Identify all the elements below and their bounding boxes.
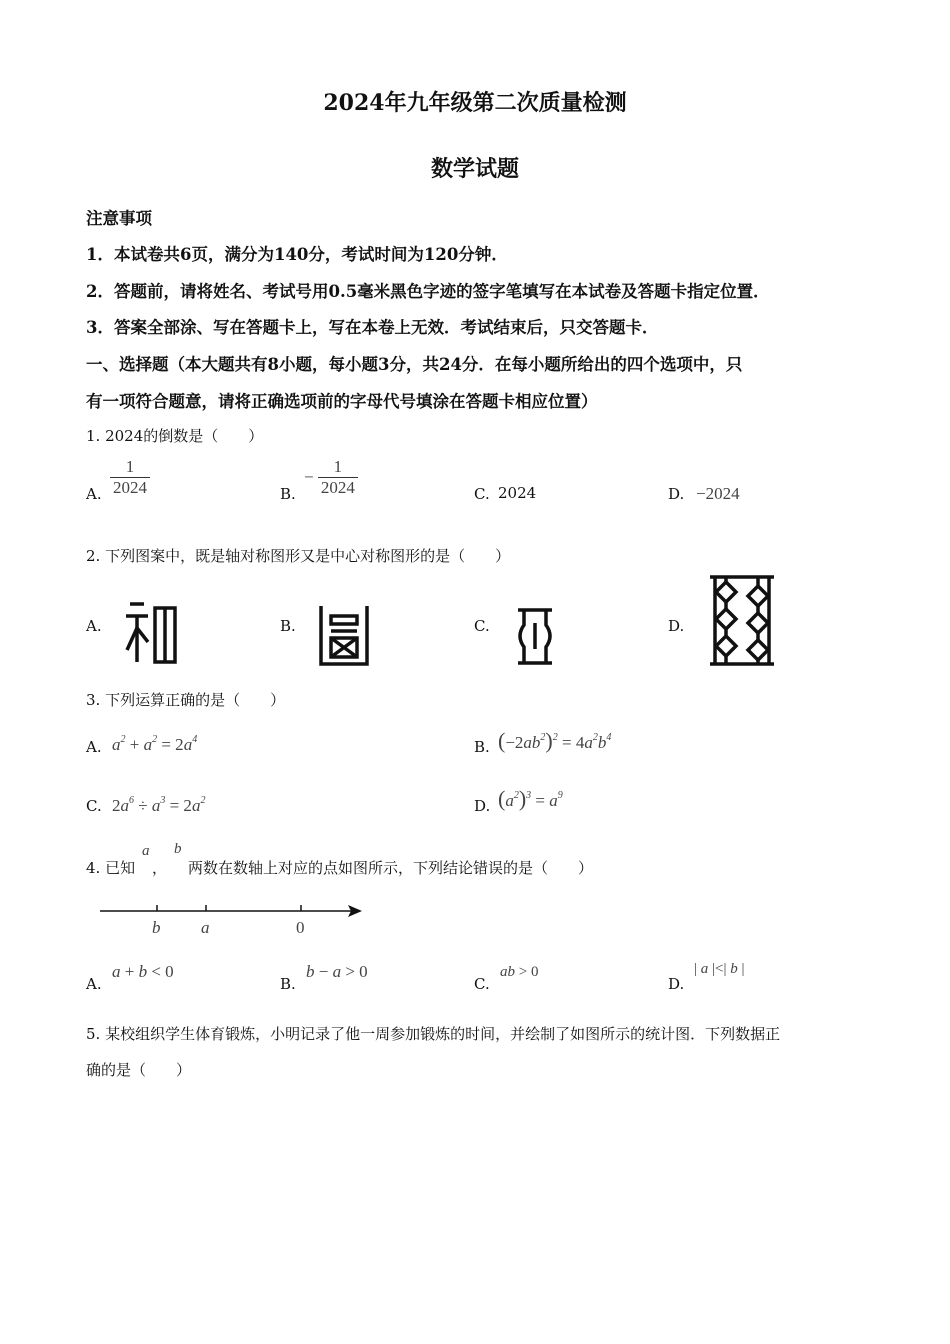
notice-item-1: 1．本试卷共6页，满分为140分，考试时间为120分钟． (86, 245, 508, 264)
q1-option-b-value (304, 457, 358, 498)
section-heading-line1: 一、选择题（本大题共有8小题，每小题3分，共24分．在每小题所给出的四个选项中，只 (86, 355, 743, 374)
q1-option-a-value (110, 457, 150, 498)
q3-stem: 3. 下列运算正确的是（ ） (86, 691, 286, 709)
q4-option-d-expr: | a |<| b | (694, 961, 745, 977)
q4-var-b: b (174, 841, 182, 857)
q4-axis-label-a: a (201, 918, 210, 937)
q5-stem-line2: 确的是（ ） (86, 1061, 192, 1079)
q1-option-b-label: B. (280, 485, 296, 503)
q1-a-numerator: 1 (125, 457, 135, 476)
q4-axis-label-b: b (152, 918, 161, 937)
q1-option-d-value: −2024 (696, 484, 740, 503)
q4-option-a-label: A. (86, 975, 102, 993)
q4-number-line (96, 900, 368, 922)
q2-option-c-label: C. (474, 617, 490, 635)
q1-b-numerator: 1 (333, 457, 343, 476)
q1-option-c-label: C. (474, 485, 490, 503)
exam-subtitle: 数学试题 (430, 156, 519, 182)
q3-option-a-label: A. (86, 738, 102, 756)
q2-stem: 2. 下列图案中，既是轴对称图形又是中心对称图形的是（ ） (86, 547, 511, 565)
q3-option-b-expr: $(-2ab^2)^2 = 4a^2b^4$ (498, 728, 612, 753)
q4-var-a: a (142, 843, 150, 859)
q3-option-a-expr: $a^2 + a^2 = 2a^4$ (112, 734, 198, 754)
q1-b-denominator: 2024 (318, 477, 358, 498)
section-heading-line2: 有一项符合题意，请将正确选项前的字母代号填涂在答题卡相应位置） (86, 392, 598, 411)
q5-stem-line1: 5. 某校组织学生体育锻炼，小明记录了他一周参加锻炼的时间，并绘制了如图所示的统计图．下列数据正 (86, 1025, 781, 1043)
q2-figure-a (124, 598, 180, 668)
exam-title: 2024年九年级第二次质量检测 (323, 90, 627, 116)
q4-option-c-label: C. (474, 975, 490, 993)
q1-stem: 1. 2024的倒数是（ ） (86, 427, 264, 445)
q3-option-c-label: C. (86, 797, 102, 815)
q4-axis-label-0: 0 (296, 918, 305, 937)
q1-b-sign: − (304, 467, 314, 487)
q3-option-b-label: B. (474, 738, 490, 756)
q2-option-b-label: B. (280, 617, 296, 635)
q2-option-d-label: D. (668, 617, 685, 635)
q4-option-d-label: D. (668, 975, 685, 993)
q2-figure-b (318, 602, 370, 668)
notice-item-3: 3．答案全部涂、写在答题卡上，写在本卷上无效．考试结束后，只交答题卡． (86, 318, 659, 337)
q1-option-d-label: D. (668, 485, 685, 503)
q4-option-b-label: B. (280, 975, 296, 993)
q4-option-c-expr: ab > 0 (500, 964, 539, 980)
q1-option-c-value: 2024 (498, 484, 537, 502)
notice-heading: 注意事项 (86, 209, 152, 228)
q4-option-a-expr: a + b < 0 (112, 962, 174, 981)
q2-option-a-label: A. (86, 617, 102, 635)
q4-stem-prefix: 4. 已知 (86, 859, 136, 877)
q3-option-d-expr: $(a^2)^3 = a^9$ (498, 786, 563, 811)
q2-figure-c (512, 607, 558, 667)
q1-a-denominator: 2024 (110, 477, 150, 498)
q4-option-b-expr: b − a > 0 (306, 962, 368, 981)
q3-option-c-expr: $2a^6 \div a^3 = 2a^2$ (112, 795, 206, 815)
notice-item-2: 2．答题前，请将姓名、考试号用0.5毫米黑色字迹的签字笔填写在本试卷及答题卡指定位置． (86, 282, 770, 301)
q2-figure-d (706, 574, 778, 668)
q1-option-a-label: A. (86, 485, 102, 503)
q4-stem-suffix: 两数在数轴上对应的点如图所示，下列结论错误的是（ ） (188, 859, 594, 877)
q3-option-d-label: D. (474, 797, 491, 815)
q4-stem-sep: ， (152, 859, 168, 877)
